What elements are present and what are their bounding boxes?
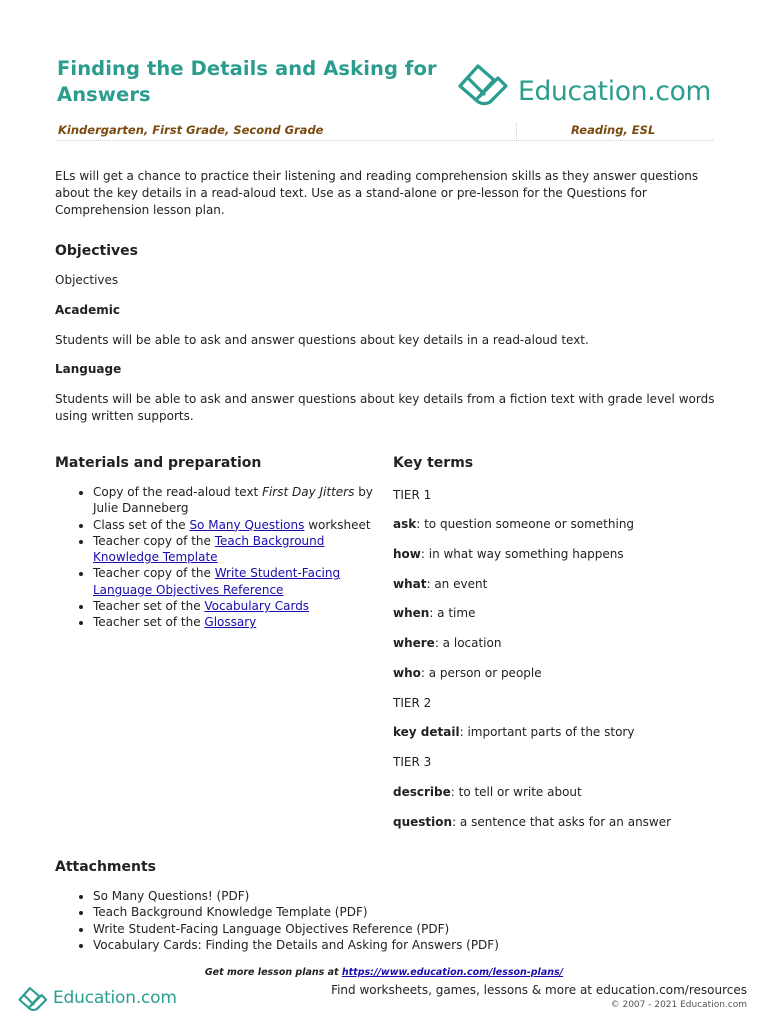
lesson-plans-link[interactable]: https://www.education.com/lesson-plans/ xyxy=(341,967,564,978)
teach-background-knowledge-link[interactable]: Teach Background Knowledge Template xyxy=(93,533,325,565)
logo-wordmark: Education.com xyxy=(518,76,712,107)
footer-copyright: © 2007 - 2021 Education.com xyxy=(610,1000,747,1010)
header-logo[interactable] xyxy=(454,56,711,110)
key-term: when: a time xyxy=(393,606,476,620)
materials-heading: Materials and preparation xyxy=(55,455,262,471)
list-item[interactable]: • Vocabulary Cards: Finding the Details and Asking for Answers (PDF) xyxy=(93,937,693,953)
page-title: Finding the Details and Asking for Answers xyxy=(57,57,437,106)
education-logo-icon xyxy=(454,56,516,110)
attachments-heading: Attachments xyxy=(55,859,157,875)
key-term: describe: to tell or write about xyxy=(393,785,582,799)
intro-paragraph: ELs will get a chance to practice their listening and reading comprehension skills as they answer questions about the key details in a read-aloud text. Use as a stand-alone or pre-lesson for the Questions for Comprehension lesson plan. xyxy=(55,169,699,217)
language-objective: Students will be able to ask and answer questions about key details from a fiction text with grade level words using written supports. xyxy=(55,392,715,423)
tier-1-label: TIER 1 xyxy=(393,488,432,502)
subjects: Reading, ESL xyxy=(571,123,656,137)
language-heading: Language xyxy=(55,362,122,376)
tier-3-label: TIER 3 xyxy=(393,755,432,769)
key-term: how: in what way something happens xyxy=(393,547,624,561)
glossary-link[interactable]: Glossary xyxy=(204,615,257,630)
tier-2-label: TIER 2 xyxy=(393,696,432,710)
objectives-subheading: Objectives xyxy=(55,273,119,287)
vocabulary-cards-link[interactable]: Vocabulary Cards xyxy=(204,599,310,614)
academic-objective: Students will be able to ask and answer questions about key details in a read-aloud text. xyxy=(55,333,589,347)
key-term: what: an event xyxy=(393,577,488,591)
education-logo-icon xyxy=(16,982,52,1014)
language-objectives-reference-link[interactable]: Write Student-Facing Language Objectives Reference xyxy=(93,566,341,597)
grade-levels: Kindergarten, First Grade, Second Grade xyxy=(58,123,324,137)
materials-list xyxy=(55,484,393,631)
list-item: • Copy of the read-aloud text First Day Jitters by Julie Danneberg xyxy=(93,484,393,517)
key-term: question: a sentence that asks for an answer xyxy=(393,815,672,829)
key-term: ask: to question someone or something xyxy=(393,517,635,531)
key-term: where: a location xyxy=(393,636,502,650)
footer-find-text: Find worksheets, games, lessons & more at education.com/resources xyxy=(331,983,747,997)
footer-logo[interactable] xyxy=(16,982,177,1014)
meta-separator xyxy=(516,123,517,139)
academic-heading: Academic xyxy=(55,303,120,317)
list-item: • Teacher copy of the Teach Background Knowledge Template xyxy=(93,533,393,566)
list-item[interactable]: • Write Student-Facing Language Objectives Reference (PDF) xyxy=(93,921,693,937)
list-item: • Class set of the So Many Questions worksheet xyxy=(93,517,393,533)
objectives-heading: Objectives xyxy=(55,243,138,259)
list-item[interactable]: • So Many Questions! (PDF) xyxy=(93,888,693,904)
footer-logo-wordmark: Education.com xyxy=(53,988,177,1008)
list-item: • Teacher copy of the Write Student-Facing Language Objectives Reference xyxy=(93,565,393,598)
footer-promo: Get more lesson plans at https://www.education.com/lesson-plans/ xyxy=(204,967,564,978)
attachments-list xyxy=(55,888,693,953)
list-item: • Teacher set of the Glossary xyxy=(93,614,393,630)
list-item[interactable]: • Teach Background Knowledge Template (PDF) xyxy=(93,904,693,920)
list-item: • Teacher set of the Vocabulary Cards xyxy=(93,598,393,614)
so-many-questions-link[interactable]: So Many Questions xyxy=(189,517,305,532)
key-term: who: a person or people xyxy=(393,666,542,680)
key-term: key detail: important parts of the story xyxy=(393,725,635,739)
key-terms-heading: Key terms xyxy=(393,455,474,471)
